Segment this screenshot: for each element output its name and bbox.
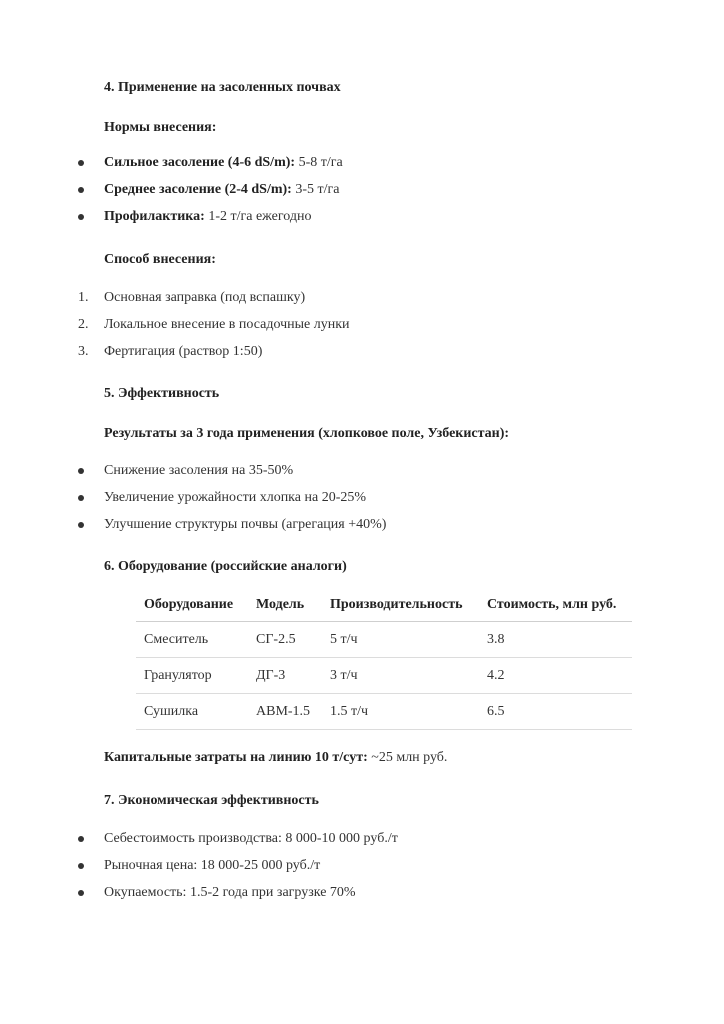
table-header-cell: Оборудование (144, 597, 234, 612)
bullet-icon (78, 468, 84, 474)
list-number: 3. (78, 344, 89, 359)
bullet-icon (78, 187, 84, 193)
table-cell: АВМ-1.5 (256, 704, 311, 719)
list-item: Окупаемость: 1.5-2 года при загрузке 70% (104, 885, 356, 900)
table-cell: 1.5 т/ч (330, 704, 369, 719)
norm-value: 5-8 т/га (295, 155, 343, 170)
list-item: Себестоимость производства: 8 000-10 000 руб./т (104, 831, 398, 846)
table-header-cell: Модель (256, 597, 305, 612)
list-item: Рыночная цена: 18 000-25 000 руб./т (104, 858, 321, 873)
capex-line (104, 748, 447, 768)
table-header-cell: Производительность (330, 597, 463, 612)
section-6-title: 6. Оборудование (российские аналоги) (104, 559, 347, 574)
bullet-icon (78, 522, 84, 528)
list-item (104, 180, 340, 200)
section-5-title: 5. Эффективность (104, 386, 220, 401)
table-cell: Сушилка (144, 704, 199, 719)
norm-value: 3-5 т/га (291, 182, 340, 197)
method-subtitle: Способ внесения: (104, 252, 216, 267)
norm-label: Профилактика: (104, 209, 205, 224)
bullet-icon (78, 160, 84, 166)
table-cell: 6.5 (487, 704, 505, 719)
table-row (136, 622, 632, 658)
norm-value: 1-2 т/га ежегодно (204, 209, 312, 224)
table-header-row (136, 588, 632, 622)
section-4-title: 4. Применение на засоленных почвах (104, 80, 341, 95)
results-subtitle: Результаты за 3 года применения (хлопковое поле, Узбекистан): (104, 426, 510, 441)
list-item: Локальное внесение в посадочные лунки (104, 317, 350, 332)
equipment-table (136, 588, 632, 730)
bullet-icon (78, 836, 84, 842)
norm-label: Сильное засоление (4-6 dS/m): (104, 155, 296, 170)
table-cell: Гранулятор (144, 668, 212, 683)
list-number: 2. (78, 317, 89, 332)
bullet-icon (78, 890, 84, 896)
list-number: 1. (78, 290, 89, 305)
table-cell: 5 т/ч (330, 632, 358, 647)
bullet-icon (78, 495, 84, 501)
list-item: Снижение засоления на 35-50% (104, 463, 294, 478)
section-7-title: 7. Экономическая эффективность (104, 793, 319, 808)
table-cell: 3.8 (487, 632, 505, 647)
table-cell: 3 т/ч (330, 668, 358, 683)
list-item: Увеличение урожайности хлопка на 20-25% (104, 490, 367, 505)
table-cell: Смеситель (144, 632, 209, 647)
list-item (104, 207, 311, 227)
capex-value: ~25 млн руб. (367, 750, 448, 765)
table-row (136, 694, 632, 730)
capex-label: Капитальные затраты на линию 10 т/сут: (104, 750, 368, 765)
list-item: Основная заправка (под вспашку) (104, 290, 306, 305)
list-item: Фертигация (раствор 1:50) (104, 344, 263, 359)
table-cell: СГ-2.5 (256, 632, 296, 647)
norm-label: Среднее засоление (2-4 dS/m): (104, 182, 292, 197)
list-item (104, 153, 343, 173)
norms-subtitle: Нормы внесения: (104, 120, 217, 135)
table-cell: 4.2 (487, 668, 505, 683)
bullet-icon (78, 214, 84, 220)
list-item: Улучшение структуры почвы (агрегация +40%) (104, 517, 387, 532)
table-row (136, 658, 632, 694)
table-header-cell: Стоимость, млн руб. (487, 597, 617, 612)
table-cell: ДГ-3 (256, 668, 286, 683)
bullet-icon (78, 863, 84, 869)
